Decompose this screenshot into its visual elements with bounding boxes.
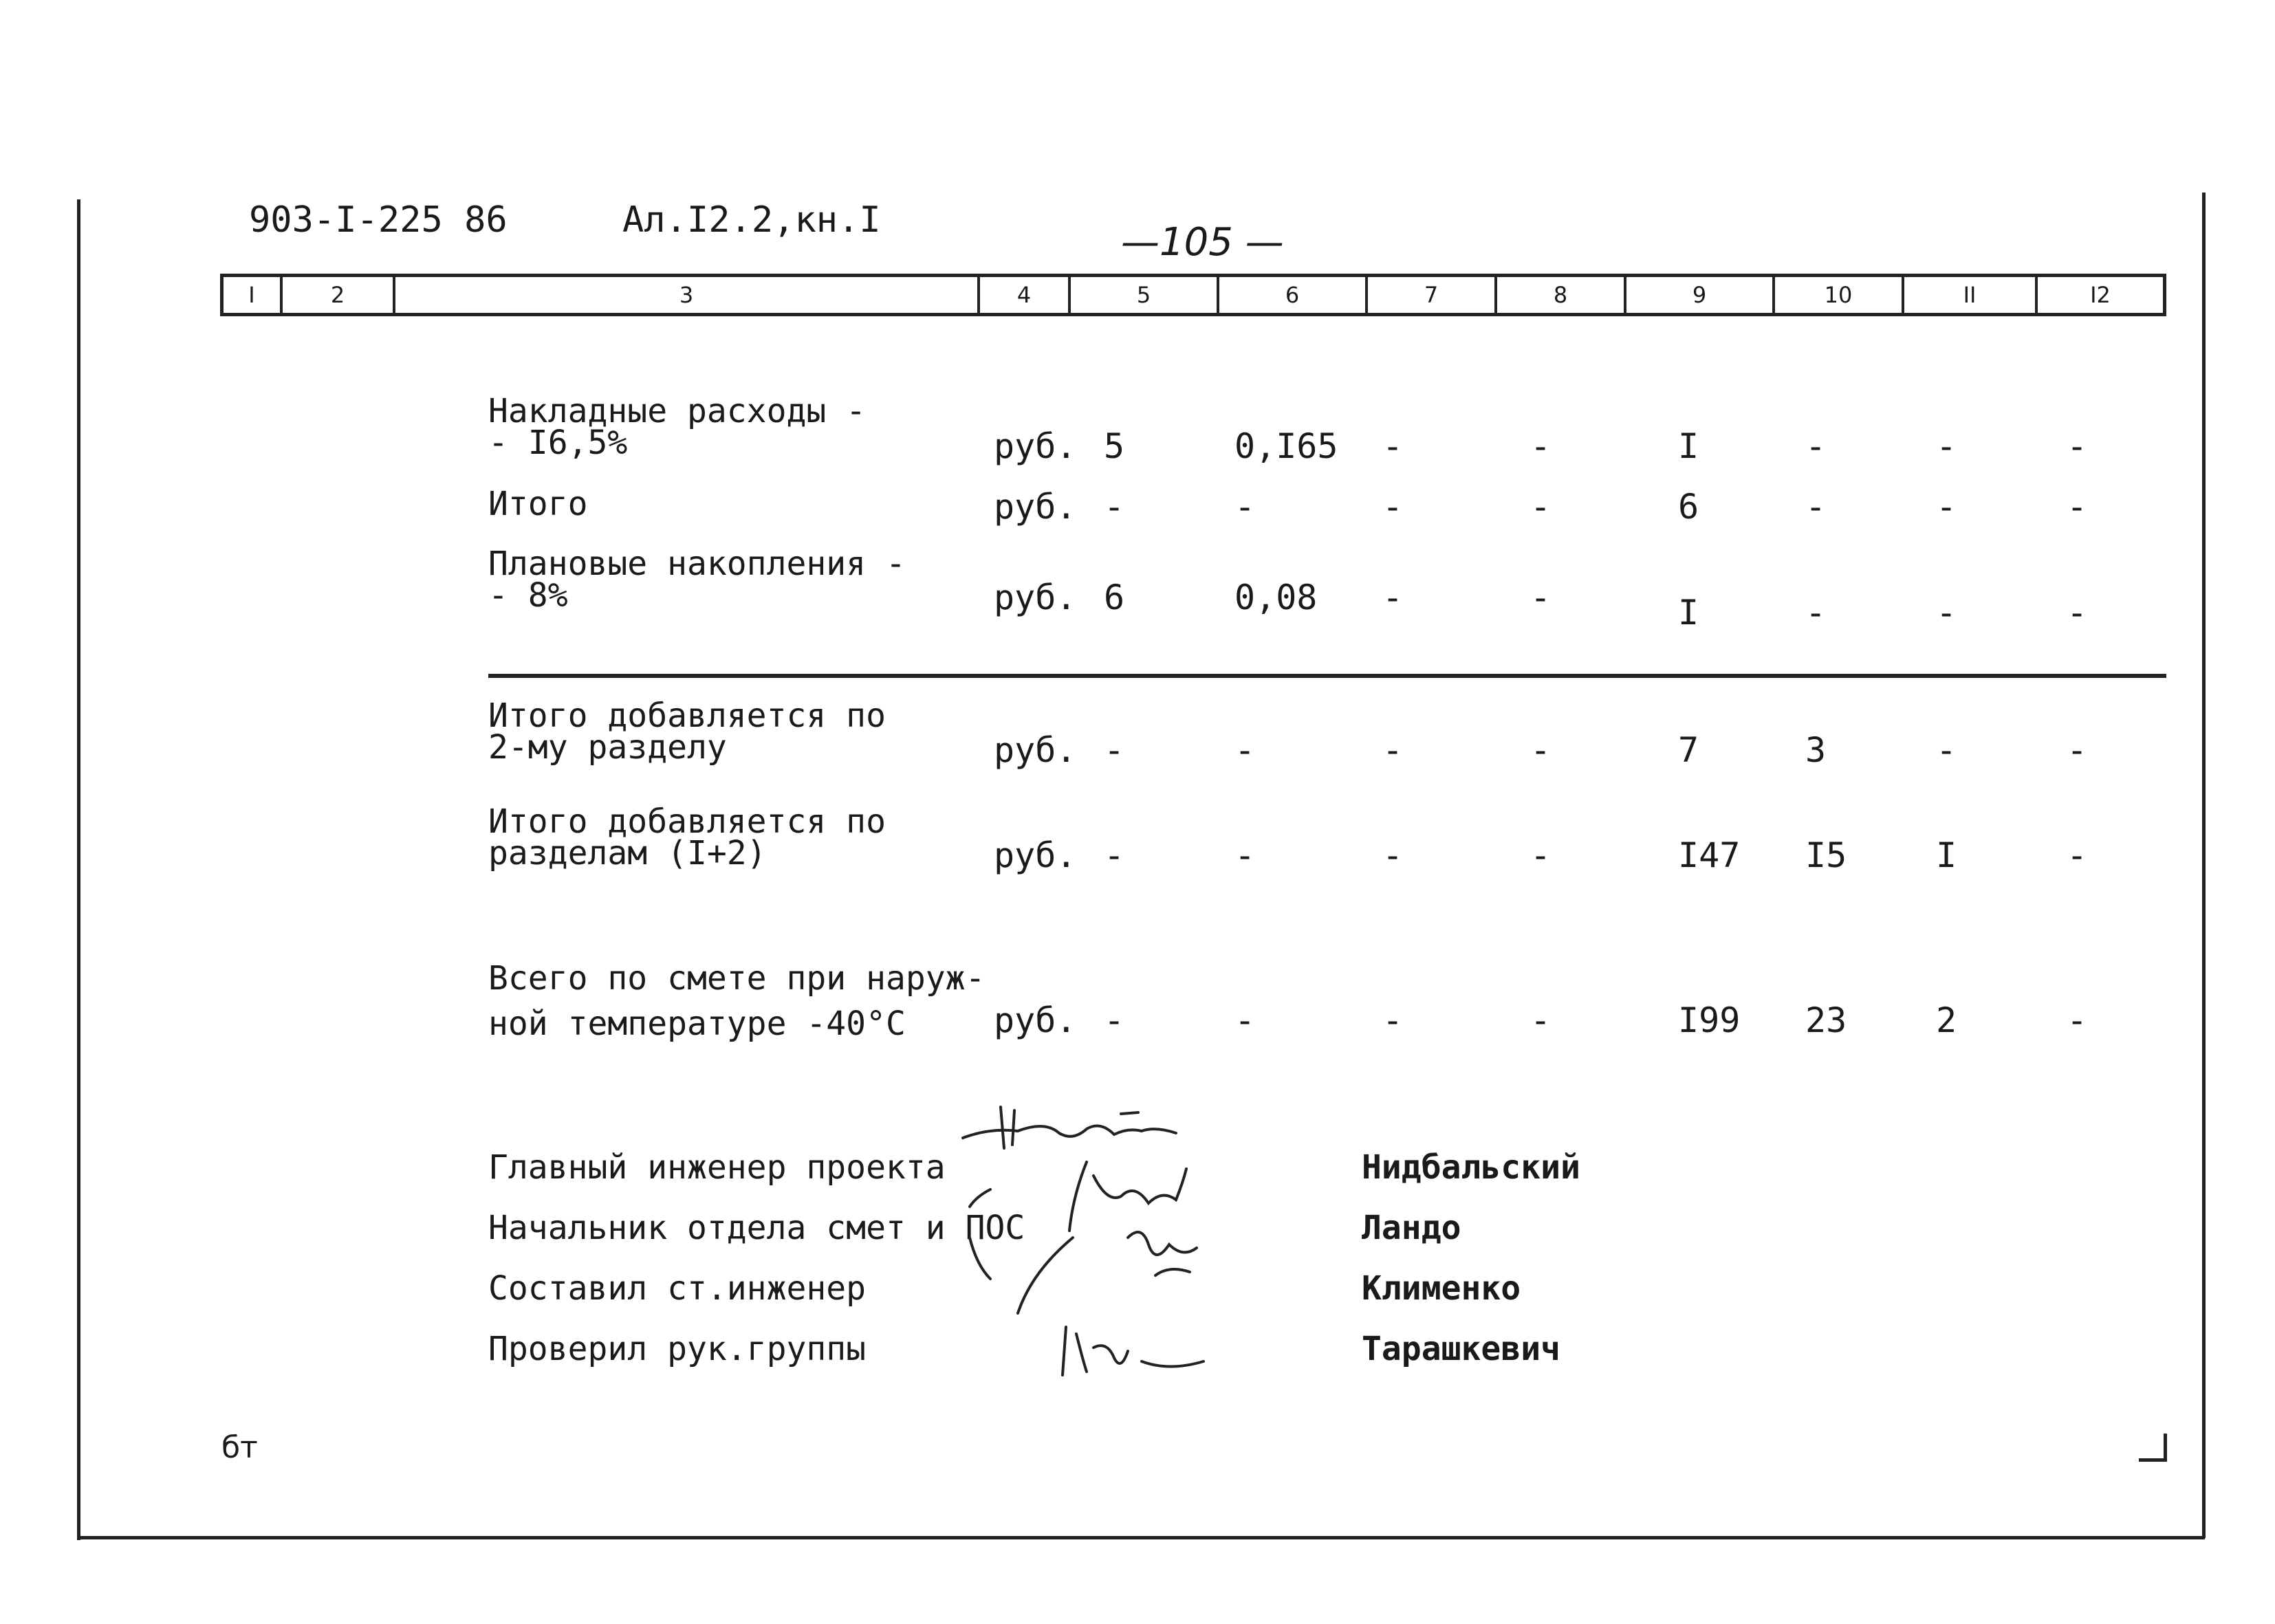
document-number: 903-I-225 86 — [249, 199, 508, 241]
column-number: 6 — [1219, 277, 1368, 313]
signature-role: Начальник отдела смет и ПОС — [488, 1209, 1025, 1247]
corner-mark: бт — [221, 1430, 258, 1465]
unit-cell: руб. — [994, 1000, 1077, 1040]
unit-cell: руб. — [994, 487, 1077, 527]
row-label: Накладные расходы - - I6,5% — [488, 392, 867, 462]
value-cell: - — [2067, 487, 2088, 527]
value-cell: - — [1530, 1000, 1552, 1040]
column-number-header — [220, 274, 2166, 316]
value-cell: - — [2067, 593, 2088, 633]
value-cell: - — [1530, 487, 1552, 527]
value-cell: - — [1104, 487, 1125, 527]
row-label: Итого добавляется по разделам (I+2) — [488, 802, 886, 873]
value-cell: - — [2067, 426, 2088, 466]
column-number: II — [1904, 277, 2038, 313]
column-number: 10 — [1775, 277, 1904, 313]
value-cell: 3 — [1805, 730, 1827, 770]
section-separator-line — [488, 674, 2166, 678]
value-cell: - — [1234, 835, 1256, 875]
unit-cell: руб. — [994, 730, 1077, 770]
page-number: —105 — — [1121, 220, 1284, 265]
value-cell: - — [1234, 1000, 1256, 1040]
value-cell: - — [1530, 730, 1552, 770]
row-label: Плановые накопления - - 8% — [488, 545, 906, 615]
column-number: 9 — [1626, 277, 1775, 313]
signature-role: Главный инженер проекта — [488, 1148, 946, 1187]
value-cell: - — [1104, 835, 1125, 875]
value-cell: I — [1678, 593, 1699, 633]
column-number: 5 — [1071, 277, 1219, 313]
signature-name: Клименко — [1362, 1269, 1521, 1308]
value-cell: I5 — [1805, 835, 1847, 875]
value-cell: - — [1530, 835, 1552, 875]
value-cell: - — [2067, 730, 2088, 770]
value-cell: - — [1936, 426, 1957, 466]
column-number: I — [224, 277, 283, 313]
value-cell: 7 — [1678, 730, 1699, 770]
column-number: 7 — [1368, 277, 1497, 313]
row-label: Итого — [488, 485, 588, 523]
frame-left-border — [77, 199, 80, 1540]
unit-cell: руб. — [994, 835, 1077, 875]
signature-name: Нидбальский — [1362, 1148, 1580, 1187]
value-cell: 6 — [1104, 578, 1125, 617]
value-cell: - — [1382, 487, 1404, 527]
value-cell: - — [1805, 487, 1827, 527]
signature-role: Составил ст.инженер — [488, 1269, 867, 1308]
column-number: 2 — [283, 277, 395, 313]
value-cell: - — [1530, 578, 1552, 617]
value-cell: - — [1936, 487, 1957, 527]
frame-right-border — [2202, 193, 2206, 1538]
album-reference: Ал.I2.2,кн.I — [622, 199, 881, 241]
unit-cell: руб. — [994, 578, 1077, 617]
value-cell: 6 — [1678, 487, 1699, 527]
value-cell: I — [1678, 426, 1699, 466]
value-cell: - — [1104, 1000, 1125, 1040]
unit-cell: руб. — [994, 426, 1077, 466]
value-cell: - — [2067, 835, 2088, 875]
value-cell: - — [1805, 593, 1827, 633]
row-label: Итого добавляется по 2-му разделу — [488, 696, 886, 767]
value-cell: - — [1382, 578, 1404, 617]
value-cell: I — [1936, 835, 1957, 875]
value-cell: - — [1805, 426, 1827, 466]
value-cell: 2 — [1936, 1000, 1957, 1040]
value-cell: 0,I65 — [1234, 426, 1338, 466]
column-number: 3 — [395, 277, 980, 313]
value-cell: - — [1382, 426, 1404, 466]
corner-mark-right — [2139, 1434, 2167, 1462]
column-number: 8 — [1497, 277, 1626, 313]
value-cell: - — [1104, 730, 1125, 770]
signature-role: Проверил рук.группы — [488, 1330, 867, 1368]
value-cell: - — [1936, 593, 1957, 633]
value-cell: - — [1234, 730, 1256, 770]
value-cell: - — [1382, 730, 1404, 770]
value-cell: - — [2067, 1000, 2088, 1040]
column-number: I2 — [2090, 282, 2111, 308]
signature-name: Тарашкевич — [1362, 1330, 1560, 1368]
signature-name: Ландо — [1362, 1209, 1461, 1247]
value-cell: - — [1936, 730, 1957, 770]
value-cell: - — [1234, 487, 1256, 527]
handwritten-signatures-image — [949, 1100, 1293, 1389]
value-cell: - — [1530, 426, 1552, 466]
value-cell: 23 — [1805, 1000, 1847, 1040]
value-cell: 5 — [1104, 426, 1125, 466]
column-number: 4 — [980, 277, 1071, 313]
row-label: Всего по смете при наруж- ной температуре -40°С — [488, 959, 986, 1043]
value-cell: - — [1382, 1000, 1404, 1040]
value-cell: - — [1382, 835, 1404, 875]
value-cell: 0,08 — [1234, 578, 1318, 617]
frame-bottom-border — [77, 1536, 2205, 1539]
value-cell: I47 — [1678, 835, 1741, 875]
value-cell: I99 — [1678, 1000, 1741, 1040]
